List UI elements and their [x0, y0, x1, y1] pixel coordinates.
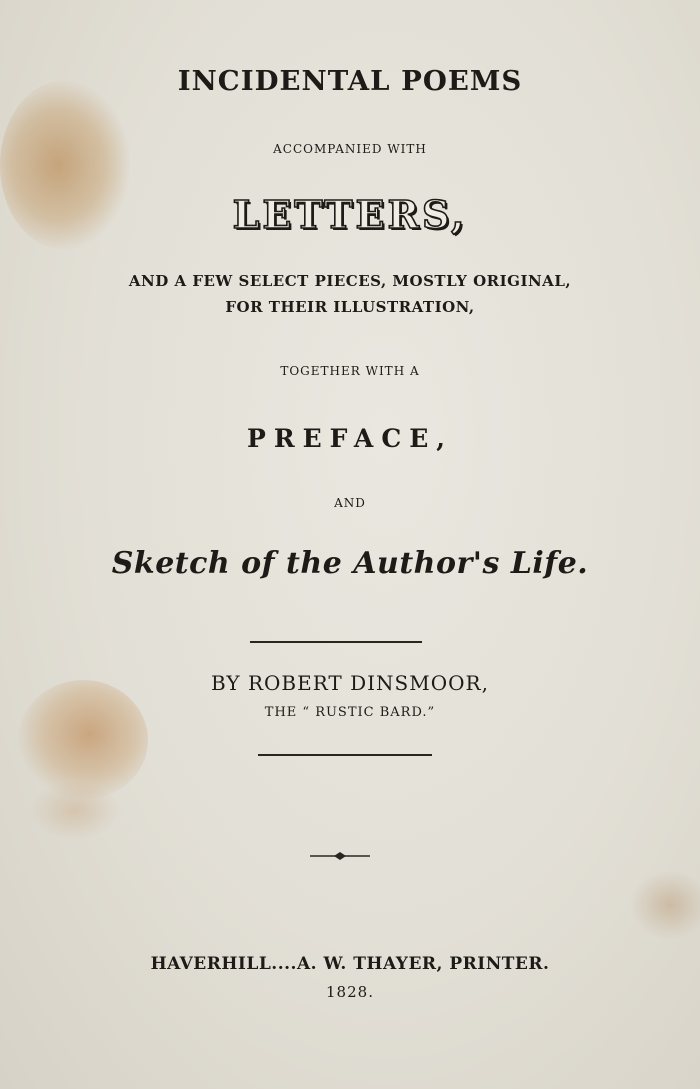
foxing-stain	[18, 680, 148, 800]
imprint-line: HAVERHILL....A. W. THAYER, PRINTER.	[150, 954, 550, 974]
book-title: INCIDENTAL POEMS	[177, 66, 523, 97]
and-line: AND	[334, 496, 366, 510]
author-byline: BY ROBERT DINSMOOR,	[211, 671, 489, 695]
ornament-icon	[308, 850, 372, 862]
foxing-stain	[630, 870, 700, 940]
publication-year: 1828.	[326, 983, 374, 1001]
select-pieces-line: AND A FEW SELECT PIECES, MOSTLY ORIGINAL,	[128, 272, 572, 290]
divider-rule	[250, 641, 422, 643]
author-epithet: THE “ RUSTIC BARD.”	[264, 705, 436, 720]
together-line: TOGETHER WITH A	[280, 364, 420, 378]
preface-heading: PREFACE,	[247, 424, 453, 453]
foxing-stain	[30, 780, 120, 840]
accompanied-line: ACCOMPANIED WITH	[273, 142, 427, 156]
divider-rule	[258, 754, 432, 756]
letters-heading: LETTERS,	[232, 192, 468, 237]
illustration-line: FOR THEIR ILLUSTRATION,	[225, 298, 475, 316]
sketch-heading: Sketch of the Author's Life.	[111, 546, 589, 581]
